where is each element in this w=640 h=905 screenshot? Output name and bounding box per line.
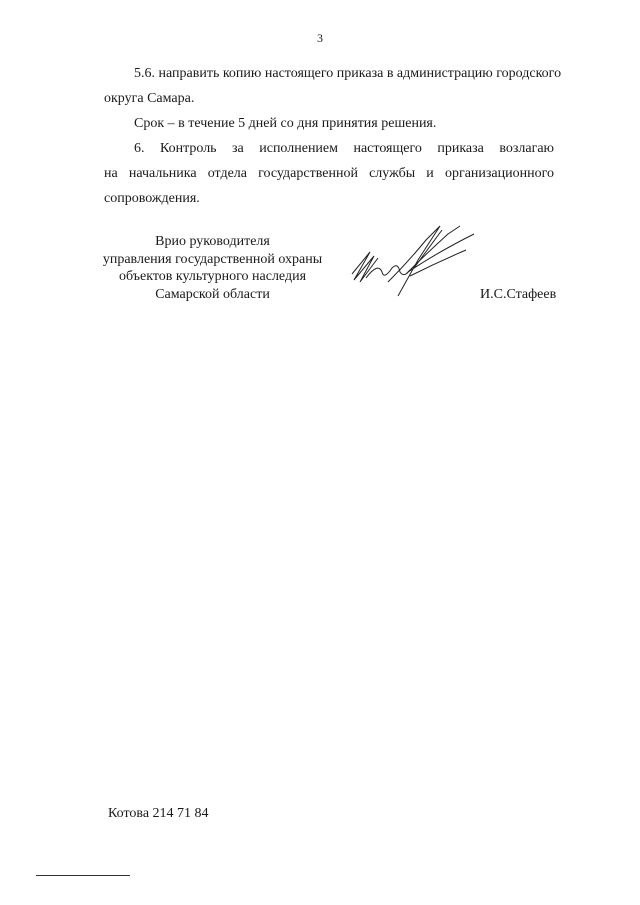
text-line: округа Самара.: [104, 91, 195, 106]
position-line: объектов культурного наследия: [118, 269, 307, 284]
signatory-position: [100, 233, 325, 303]
executor-contact: Котова 214 71 84: [108, 806, 209, 821]
text-line: на начальника отдела государственной службы и организационного: [104, 166, 554, 181]
footnote-divider: [36, 875, 130, 876]
signer-name: И.С.Стафеев: [480, 287, 557, 302]
text-line: 5.6. направить копию настоящего приказа в администрацию городского: [134, 66, 562, 81]
position-line: Самарской области: [155, 286, 270, 302]
position-line: Врио руководителя: [155, 234, 270, 249]
deadline-text: Срок – в течение 5 дней со дня принятия решения.: [134, 116, 437, 131]
text-line: 6. Контроль за исполнением настоящего приказа возлагаю: [134, 141, 554, 156]
text-line: сопровождения.: [104, 191, 200, 206]
handwritten-signature: [348, 222, 478, 307]
position-line: управления государственной охраны: [102, 251, 323, 267]
page-number: 3: [317, 31, 323, 45]
